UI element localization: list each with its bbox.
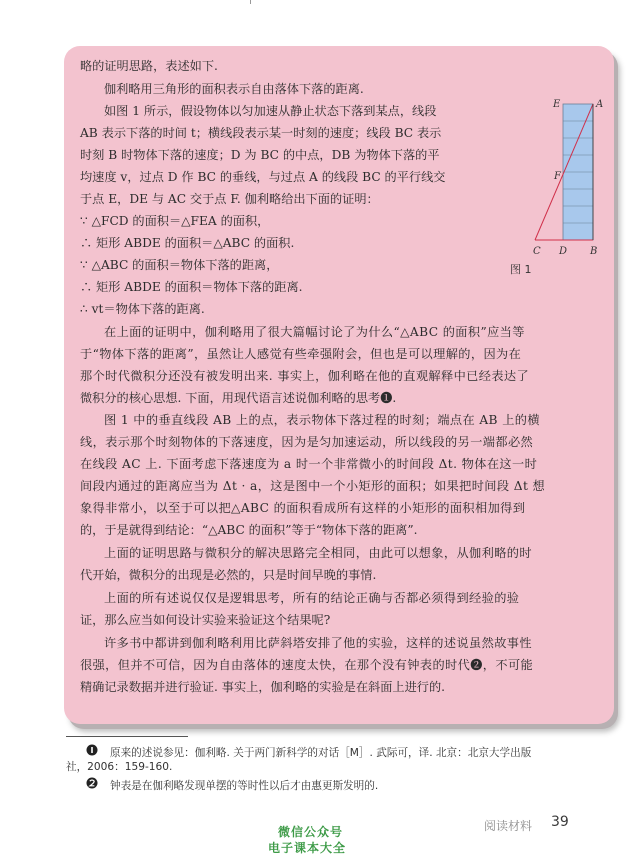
proof-step: ∵ △ABC 的面积＝物体下落的距离，: [80, 258, 279, 272]
footnote-2-text: 钟表是在伽利略发现单摆的等时性以后才由惠更斯发明的.: [110, 780, 379, 792]
page-number: 39: [551, 814, 569, 830]
text-line: 很强，但并不可信，因为自由落体的速度太快，在那个没有钟表的时代❷，不可能: [80, 658, 534, 672]
label-a: A: [596, 99, 604, 110]
footnote-divider: [66, 736, 188, 737]
proof-step: ∵ △FCD 的面积＝△FEA 的面积，: [80, 214, 270, 228]
proof-step: ∴ vt＝物体下落的距离.: [80, 302, 205, 316]
top-mark: [250, 0, 251, 4]
text-line: 在线段 AC 上. 下面考虑下落速度为 a 时一个非常微小的时间段 Δt. 物体在这一时: [80, 457, 538, 471]
footnote-1: [86, 744, 531, 760]
label-d: D: [559, 246, 568, 257]
text-line: 上面的所有述说仅仅是逻辑思考，所有的结论正确与否都必须得到经验的验: [104, 591, 520, 605]
label-c: C: [533, 246, 541, 257]
text-line: 略的证明思路，表述如下.: [80, 59, 218, 73]
text-line: 线，表示那个时刻物体的下落速度，因为是匀加速运动，所以线段的另一端都必然: [80, 435, 534, 449]
text-line: 于点 E，DE 与 AC 交于点 F. 伽利略给出下面的证明：: [80, 192, 379, 206]
text-line: 代开始，微积分的出现是必然的，只是时间早晚的事情.: [80, 568, 377, 582]
text-line: 象得非常小，以至于可以把△ABC 的面积看成所有这样的小矩形的面积相加得到: [80, 501, 526, 515]
text-line: 证，那么应当如何设计实验来验证这个结果呢?: [80, 613, 331, 627]
text-line: 精确记录数据并进行验证. 事实上，伽利略的实验是在斜面上进行的.: [80, 680, 446, 694]
text-line: 上面的证明思路与微积分的解决思路完全相同，由此可以想象，从伽利略的时: [104, 546, 532, 560]
text-line: 时刻 B 时物体下落的速度；D 为 BC 的中点，DB 为物体下落的平: [80, 148, 440, 162]
text-line: 微积分的核心思想. 下面，用现代语言述说伽利略的思考❶.: [80, 391, 397, 405]
label-e: E: [553, 99, 561, 110]
proof-step: ∴ 矩形 ABDE 的面积＝△ABC 的面积.: [80, 236, 295, 250]
footnote-1-continued: 社，2006：159-160.: [66, 761, 173, 773]
text-line: 许多书中都讲到伽利略利用比萨斜塔安排了他的实验，这样的述说虽然故事性: [104, 636, 532, 650]
text-line: 均速度 v，过点 D 作 BC 的垂线，与过点 A 的线段 BC 的平行线交: [80, 170, 446, 184]
watermark-line-1: 微信公众号: [278, 825, 344, 839]
label-f: F: [554, 171, 561, 182]
reading-material-box: [64, 46, 614, 724]
footnote-marker-1-icon: [86, 744, 102, 756]
figure-1-diagram: [535, 94, 615, 284]
text-line: 的，于是就得到结论：“△ABC 的面积”等于“物体下落的距离”.: [80, 523, 418, 537]
text-line: 间段内通过的距离应当为 Δt · a，这是图中一个小矩形的面积；如果把时间段 Δt 想: [80, 479, 546, 493]
footnote-marker-2-icon: [86, 777, 102, 789]
text-line: 图 1 中的垂直线段 AB 上的点，表示物体下落过程的时刻；端点在 AB 上的横: [104, 413, 540, 427]
footnote-2: [86, 777, 378, 793]
text-line: 如图 1 所示，假设物体以匀加速从静止状态下落到某点，线段: [104, 104, 437, 118]
text-line: AB 表示下落的时间 t；横线段表示某一时刻的速度；线段 BC 表示: [80, 126, 442, 140]
text-line: 伽利略用三角形的面积表示自由落体下落的距离.: [104, 82, 364, 96]
text-line: 那个时代微积分还没有被发明出来. 事实上，伽利略在他的直观解释中已经表达了: [80, 369, 530, 383]
proof-step: ∴ 矩形 ABDE 的面积＝物体下落的距离.: [80, 280, 303, 294]
label-b: B: [590, 246, 598, 257]
section-label: 阅读材料: [484, 819, 533, 833]
footnote-1-text: 原来的述说参见：伽利略. 关于两门新科学的对话［M］. 武际可，译. 北京：北京大学出版: [110, 747, 532, 759]
text-line: 于“物体下落的距离”，虽然让人感觉有些牵强附会，但也是可以理解的，因为在: [80, 347, 522, 361]
text-line: 在上面的证明中，伽利略用了很大篇幅讨论了为什么“△ABC 的面积”应当等: [104, 325, 525, 339]
figure-caption: 图 1: [510, 263, 532, 276]
watermark-line-2: 电子课本大全: [268, 841, 347, 855]
